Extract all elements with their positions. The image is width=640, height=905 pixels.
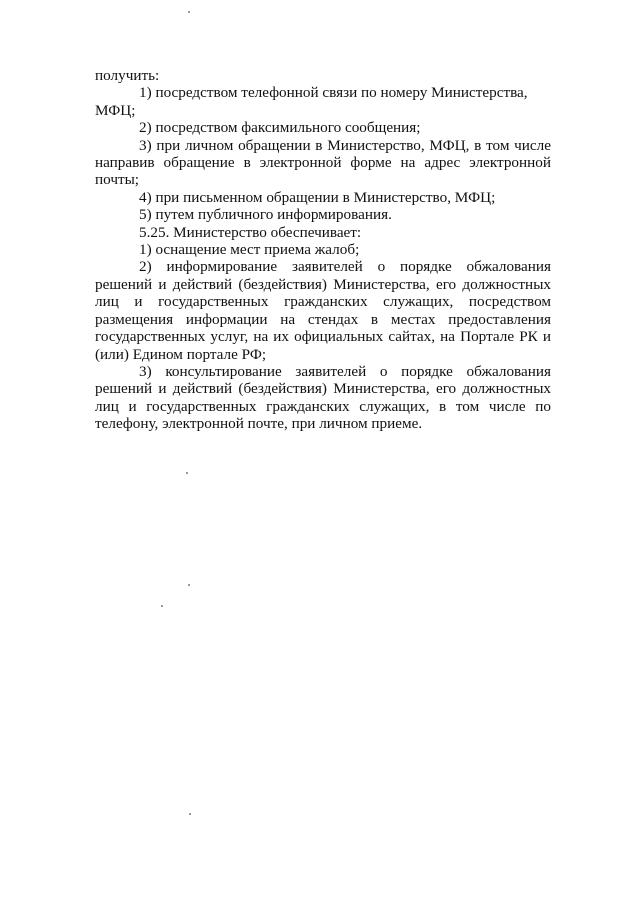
paragraph-item-consulting: 3) консультирование заявителей о порядке обжалования решений и действий (бездействия) Министерства, его должностных лиц и государственных гражданских служащих, в том числе по телефону, электронной почте, при личном приеме.	[95, 362, 551, 433]
paragraph-item-informing: 2) информирование заявителей о порядке обжалования решений и действий (бездействия) Министерства, его должностных лиц и государственных гражданских служащих, посредством размещения информации на стендах в местах предоставления государственных услуг, на их официальных сайтах, на Портале РК и (или) Едином портале РФ;	[95, 258, 551, 363]
paragraph-item-fax: 2) посредством факсимильного сообщения;	[139, 119, 421, 137]
paragraph-item-public: 5) путем публичного информирования.	[139, 206, 392, 224]
scan-speck	[189, 813, 191, 815]
scan-speck	[188, 11, 190, 13]
paragraph-section-5-25: 5.25. Министерство обеспечивает:	[139, 223, 362, 241]
paragraph-item-phone: 1) посредством телефонной связи по номеру Министерства, МФЦ;	[95, 84, 528, 119]
paragraph-intro: получить:	[95, 67, 160, 84]
paragraph-item-personal: 3) при личном обращении в Министерство, МФЦ, в том числе направив обращение в электронной форме на адрес электронной почты;	[95, 136, 551, 189]
scan-speck	[161, 605, 163, 607]
scan-speck	[186, 472, 188, 474]
document-body	[95, 67, 551, 433]
paragraph-item-equipment: 1) оснащение мест приема жалоб;	[139, 241, 360, 259]
paragraph-item-written: 4) при письменном обращении в Министерство, МФЦ;	[139, 188, 496, 206]
scan-speck	[188, 584, 190, 586]
